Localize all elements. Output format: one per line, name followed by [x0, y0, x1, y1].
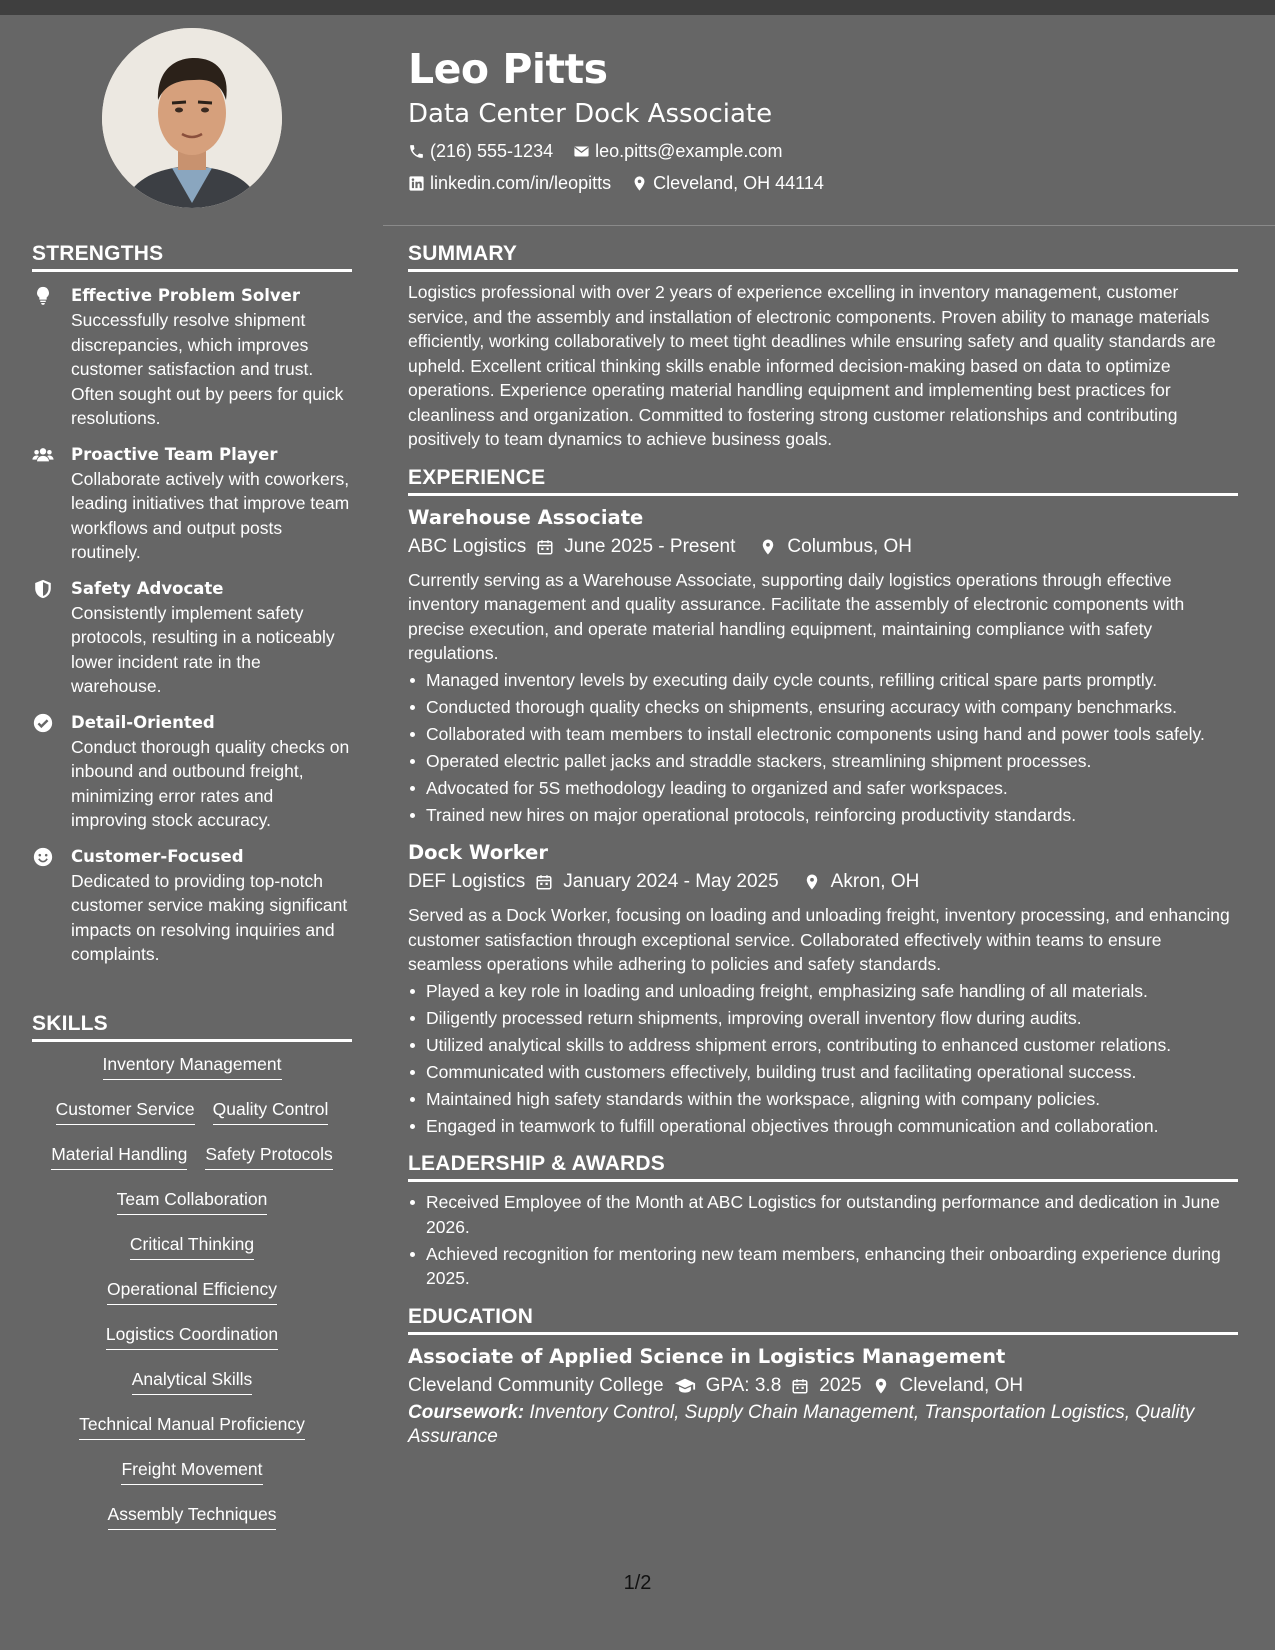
- candidate-name: Leo Pitts: [408, 45, 608, 93]
- job-location: Columbus, OH: [787, 535, 913, 557]
- avatar: [102, 28, 282, 208]
- phone-contact[interactable]: [408, 138, 553, 164]
- strength-title: Detail-Oriented: [71, 712, 215, 732]
- gpa: GPA: 3.8: [705, 1374, 782, 1396]
- graduation-cap-icon: [674, 1375, 696, 1397]
- strengths-section: [32, 242, 352, 967]
- phone-text: (216) 555-1234: [430, 141, 554, 161]
- skills-heading: SKILLS: [32, 1012, 352, 1042]
- strength-item: [32, 845, 352, 967]
- summary-text: Logistics professional with over 2 years of experience excelling in inventory management, customer service, and the assembly and installation of electronic components. Proven ability to manage materials efficiently, working collaboratively to meet tight deadlines while ensuring safety and quality standards are upheld. Excellent critical thinking skills enable informed decision-making based on data to optimize operations. Experience operating material handling equipment and implementing best practices for cleanliness and organization. Committed to fostering strong customer relationships and contributing positively to team dynamics to achieve business goals.: [408, 282, 1216, 449]
- experience-heading: EXPERIENCE: [408, 466, 1238, 496]
- job-description: Currently serving as a Warehouse Associate, supporting daily logistics operations through effective inventory management and quality assurance. Facilitate the assembly of electronic components with precise execution, and operate material handling equipment, maintaining compliance with safety regulations.: [408, 569, 1185, 663]
- strength-desc: Conduct thorough quality checks on inbound and outbound freight, minimizing error rates and improving stock accuracy.: [71, 736, 350, 830]
- job-company: DEF Logistics: [408, 871, 526, 892]
- map-pin-icon: [631, 175, 648, 192]
- list-item: Communicated with customers effectively, building trust and facilitating operational success.: [408, 1060, 1238, 1085]
- summary-heading: SUMMARY: [408, 242, 1238, 272]
- job-meta: [408, 867, 1238, 897]
- experience-section: [408, 466, 1238, 1139]
- calendar-icon: [536, 538, 554, 556]
- coursework: [408, 1401, 1238, 1449]
- summary-section: [408, 242, 1238, 452]
- email-contact[interactable]: [573, 138, 782, 164]
- main-column: [408, 242, 1238, 1463]
- awards-section: [408, 1152, 1238, 1291]
- map-pin-icon: [803, 873, 821, 891]
- strength-item: [32, 443, 352, 565]
- coursework-label: Coursework:: [408, 1401, 525, 1423]
- skill-tag: Assembly Techniques: [108, 1502, 277, 1530]
- skill-tag: Safety Protocols: [205, 1142, 332, 1170]
- list-item: Played a key role in loading and unloading freight, emphasizing safe handling of all materials.: [408, 979, 1238, 1004]
- job-role: Warehouse Associate: [408, 505, 644, 529]
- job-entry: [408, 839, 1238, 1138]
- linkedin-contact[interactable]: [408, 170, 611, 196]
- education-section: [408, 1305, 1238, 1449]
- email-text: leo.pitts@example.com: [595, 141, 783, 161]
- job-company: ABC Logistics: [408, 535, 527, 557]
- strengths-heading: STRENGTHS: [32, 242, 352, 272]
- education-meta: [408, 1371, 1238, 1401]
- strength-desc: Successfully resolve shipment discrepancies, which improves customer satisfaction and trust. Often sought out by peers for quick resolutions.: [71, 310, 344, 428]
- resume-header: [408, 44, 1238, 196]
- job-description: Served as a Dock Worker, focusing on loading and unloading freight, inventory processing, and enhancing customer satisfaction through exceptional service. Collaborated effectively within teams to ensure seamless operations while adhering to policies and safety standards.: [408, 905, 1230, 974]
- list-item: Operated electric pallet jacks and straddle stackers, streamlining shipment processes.: [408, 749, 1238, 774]
- strength-title: Effective Problem Solver: [71, 286, 300, 305]
- job-entry: [408, 504, 1238, 828]
- skill-tag: Technical Manual Proficiency: [79, 1412, 305, 1440]
- skill-tag: Analytical Skills: [132, 1367, 253, 1395]
- list-item: Conducted thorough quality checks on shipments, ensuring accuracy with company benchmarks.: [408, 695, 1238, 720]
- list-item: Collaborated with team members to install electronic components using hand and power tools safely.: [408, 722, 1238, 747]
- job-dates: January 2024 - May 2025: [563, 871, 779, 892]
- top-bar: [0, 0, 1275, 15]
- smile-icon: [32, 846, 54, 868]
- job-meta: [408, 532, 1238, 562]
- skill-tag: Customer Service: [56, 1097, 195, 1125]
- contact-line: [408, 170, 1238, 196]
- page-number: 1/2: [623, 1572, 652, 1594]
- education-heading: EDUCATION: [408, 1305, 1238, 1335]
- linkedin-text: linkedin.com/in/leopitts: [430, 173, 612, 193]
- map-pin-icon: [759, 538, 777, 556]
- coursework-list: Inventory Control, Supply Chain Management, Transportation Logistics, Quality Assurance: [408, 1401, 1195, 1447]
- strength-desc: Consistently implement safety protocols, resulting in a noticeably lower incident rate in the warehouse.: [71, 602, 335, 696]
- list-item: Advocated for 5S methodology leading to organized and safer workspaces.: [408, 776, 1238, 801]
- list-item: Trained new hires on major operational protocols, reinforcing productivity standards.: [408, 803, 1238, 828]
- list-item: Utilized analytical skills to address shipment errors, contributing to enhanced customer relations.: [408, 1033, 1238, 1058]
- list-item: Engaged in teamwork to fulfill operational objectives through communication and collaboration.: [408, 1114, 1238, 1139]
- strength-title: Safety Advocate: [71, 578, 224, 598]
- calendar-icon: [535, 873, 553, 891]
- skills-list: [32, 1052, 352, 1547]
- list-item: Diligently processed return shipments, improving overall inventory flow during audits.: [408, 1006, 1238, 1031]
- skill-tag: Freight Movement: [121, 1457, 262, 1485]
- list-item: Received Employee of the Month at ABC Logistics for outstanding performance and dedication in June 2026.: [408, 1190, 1238, 1239]
- job-location: Akron, OH: [830, 871, 920, 892]
- list-item: Managed inventory levels by executing daily cycle counts, refilling critical spare parts promptly.: [408, 668, 1238, 693]
- skill-tag: Critical Thinking: [130, 1232, 254, 1260]
- candidate-title: Data Center Dock Associate: [408, 99, 773, 129]
- skill-tag: Team Collaboration: [117, 1187, 268, 1215]
- skills-section: [32, 1012, 352, 1547]
- school-location: Cleveland, OH: [899, 1374, 1024, 1396]
- shield-icon: [32, 578, 54, 600]
- skill-tag: Logistics Coordination: [106, 1322, 278, 1350]
- job-dates: June 2025 - Present: [564, 535, 736, 557]
- skill-tag: Inventory Management: [103, 1052, 282, 1080]
- phone-icon: [408, 143, 425, 160]
- school-name: Cleveland Community College: [408, 1374, 664, 1396]
- header-divider: [383, 225, 1275, 226]
- strength-desc: Dedicated to providing top-notch customer service making significant impacts on resolving inquiries and complaints.: [71, 870, 348, 964]
- job-bullets: [408, 979, 1238, 1139]
- job-bullets: [408, 668, 1238, 828]
- location-text: Cleveland, OH 44114: [653, 173, 824, 193]
- job-role: Dock Worker: [408, 841, 549, 864]
- list-item: Achieved recognition for mentoring new team members, enhancing their onboarding experience during 2025.: [408, 1242, 1238, 1291]
- envelope-icon: [573, 143, 590, 160]
- strength-desc: Collaborate actively with coworkers, leading initiatives that improve team workflows and output posts routinely.: [71, 468, 350, 562]
- skill-tag: Quality Control: [213, 1097, 329, 1125]
- linkedin-icon: [408, 175, 425, 192]
- portrait-illustration: [102, 28, 282, 208]
- skill-tag: Material Handling: [51, 1142, 187, 1170]
- awards-list: [408, 1190, 1238, 1291]
- awards-heading: LEADERSHIP & AWARDS: [408, 1152, 1238, 1182]
- map-pin-icon: [872, 1377, 890, 1395]
- strength-item: [32, 577, 352, 699]
- strength-title: Proactive Team Player: [71, 444, 278, 464]
- check-circle-icon: [32, 712, 54, 734]
- degree-title: Associate of Applied Science in Logistics Management: [408, 1344, 1006, 1368]
- graduation-year: 2025: [819, 1374, 862, 1396]
- contact-line: [408, 138, 1238, 164]
- skill-tag: Operational Efficiency: [107, 1277, 277, 1305]
- calendar-icon: [791, 1377, 809, 1395]
- strength-item: [32, 284, 352, 431]
- list-item: Maintained high safety standards within the workspace, aligning with company policies.: [408, 1087, 1238, 1112]
- strength-item: [32, 711, 352, 833]
- strength-title: Customer-Focused: [71, 846, 244, 866]
- users-icon: [32, 444, 54, 466]
- location-contact: [631, 170, 824, 196]
- lightbulb-icon: [32, 285, 54, 307]
